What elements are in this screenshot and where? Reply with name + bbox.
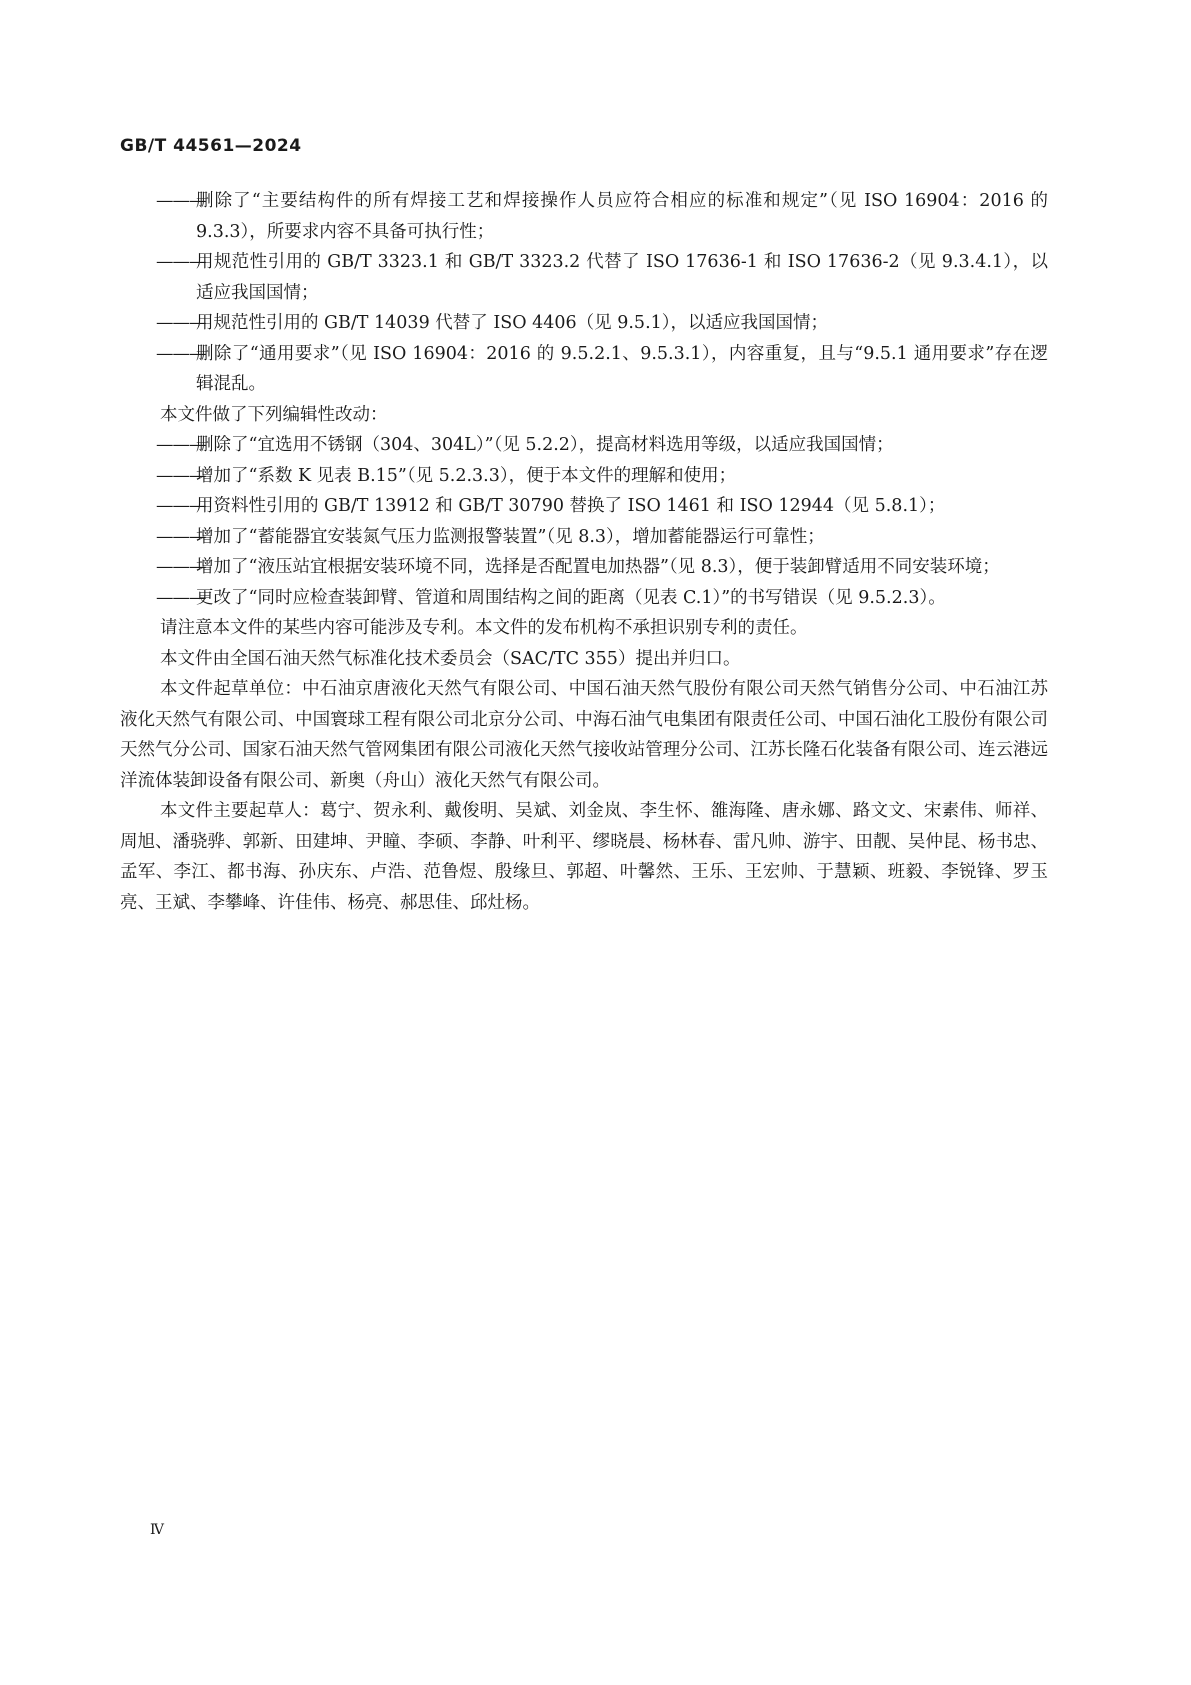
dash-mark: ——— (156, 587, 206, 608)
dash-mark: ——— (156, 526, 206, 547)
technical-change-item (120, 339, 1048, 400)
drafters: 本文件主要起草人：葛宁、贺永利、戴俊明、吴斌、刘金岚、李生怀、雒海隆、唐永娜、路文文、宋素伟、师祥、周旭、潘骁骅、郭新、田建坤、尹瞳、李硕、李静、叶利平、缪晓晨、杨林春、雷凡帅、游宇、田靓、吴仲昆、杨书忠、孟军、李江、都书海、孙庆东、卢浩、范鲁煜、殷缘旦、郭超、叶馨然、王乐、王宏帅、于慧颖、班毅、李锐锋、罗玉亮、王斌、李攀峰、许佳伟、杨亮、郝思佳、邱灶杨。 (120, 801, 1048, 913)
patent-notice: 请注意本文件的某些内容可能涉及专利。本文件的发布机构不承担识别专利的责任。 (160, 618, 808, 638)
proposer-statement: 本文件由全国石油天然气标准化技术委员会（SAC/TC 355）提出并归口。 (160, 648, 741, 669)
editorial-change-item (120, 522, 1048, 553)
editorial-change-item (120, 461, 1048, 492)
technical-change-text: 删除了“通用要求”（见 ISO 16904：2016 的 9.5.2.1、9.5.3.1），内容重复，且与“9.5.1 通用要求”存在逻辑混乱。 (196, 343, 1048, 394)
dash-mark: ——— (156, 191, 206, 211)
editorial-intro: 本文件做了下列编辑性改动： (160, 404, 388, 425)
editorial-change-text: 删除了“宜选用不锈钢（304、304L）”（见 5.2.2），提高材料选用等级，以适应我国国情； (196, 435, 894, 455)
standard-code: GB/T 44561—2024 (120, 136, 302, 156)
dash-mark: ——— (156, 557, 206, 577)
editorial-change-item (120, 552, 1048, 583)
technical-change-text: 删除了“主要结构件的所有焊接工艺和焊接操作人员应符合相应的标准和规定”（见 ISO 16904：2016 的 9.3.3），所要求内容不具备可执行性； (196, 191, 1048, 242)
dash-mark: ——— (156, 465, 206, 486)
technical-change-text: 用规范性引用的 GB/T 14039 代替了 ISO 4406（见 9.5.1），以适应我国国情； (196, 313, 829, 333)
editorial-change-text: 增加了“蓄能器宜安装氮气压力监测报警装置”（见 8.3），增加蓄能器运行可靠性； (196, 526, 825, 547)
technical-change-item (120, 247, 1048, 308)
editorial-change-text: 增加了“系数 K 见表 B.15”（见 5.2.3.3），便于本文件的理解和使用； (196, 465, 737, 486)
technical-change-text: 用规范性引用的 GB/T 3323.1 和 GB/T 3323.2 代替了 ISO 17636-1 和 ISO 17636-2（见 9.3.4.1），以适应我国国情； (196, 252, 1048, 303)
editorial-change-item (120, 491, 1048, 522)
drafting-units: 本文件起草单位：中石油京唐液化天然气有限公司、中国石油天然气股份有限公司天然气销售分公司、中石油江苏液化天然气有限公司、中国寰球工程有限公司北京分公司、中海石油气电集团有限责任公司、中国石油化工股份有限公司天然气分公司、国家石油天然气管网集团有限公司液化天然气接收站管理分公司、江苏长隆石化装备有限公司、连云港远洋流体装卸设备有限公司、新奥（舟山）液化天然气有限公司。 (120, 679, 1048, 791)
dash-mark: ——— (156, 252, 206, 272)
page-number: Ⅳ (150, 1522, 164, 1538)
dash-mark: ——— (156, 313, 206, 333)
technical-change-item (120, 308, 1048, 339)
dash-mark: ——— (156, 343, 206, 364)
technical-change-item (120, 186, 1048, 247)
dash-mark: ——— (156, 435, 206, 455)
editorial-change-text: 增加了“液压站宜根据安装环境不同，选择是否配置电加热器”（见 8.3），便于装卸臂适用不同安装环境； (196, 557, 1000, 577)
foreword-content (120, 186, 1048, 918)
editorial-change-text: 更改了“同时应检查装卸臂、管道和周围结构之间的距离（见表 C.1）”的书写错误（见 9.5.2.3）。 (196, 587, 946, 608)
editorial-change-text: 用资料性引用的 GB/T 13912 和 GB/T 30790 替换了 ISO 1461 和 ISO 12944（见 5.8.1）； (196, 496, 946, 516)
editorial-change-item (120, 583, 1048, 614)
editorial-change-item (120, 430, 1048, 461)
dash-mark: ——— (156, 496, 206, 516)
